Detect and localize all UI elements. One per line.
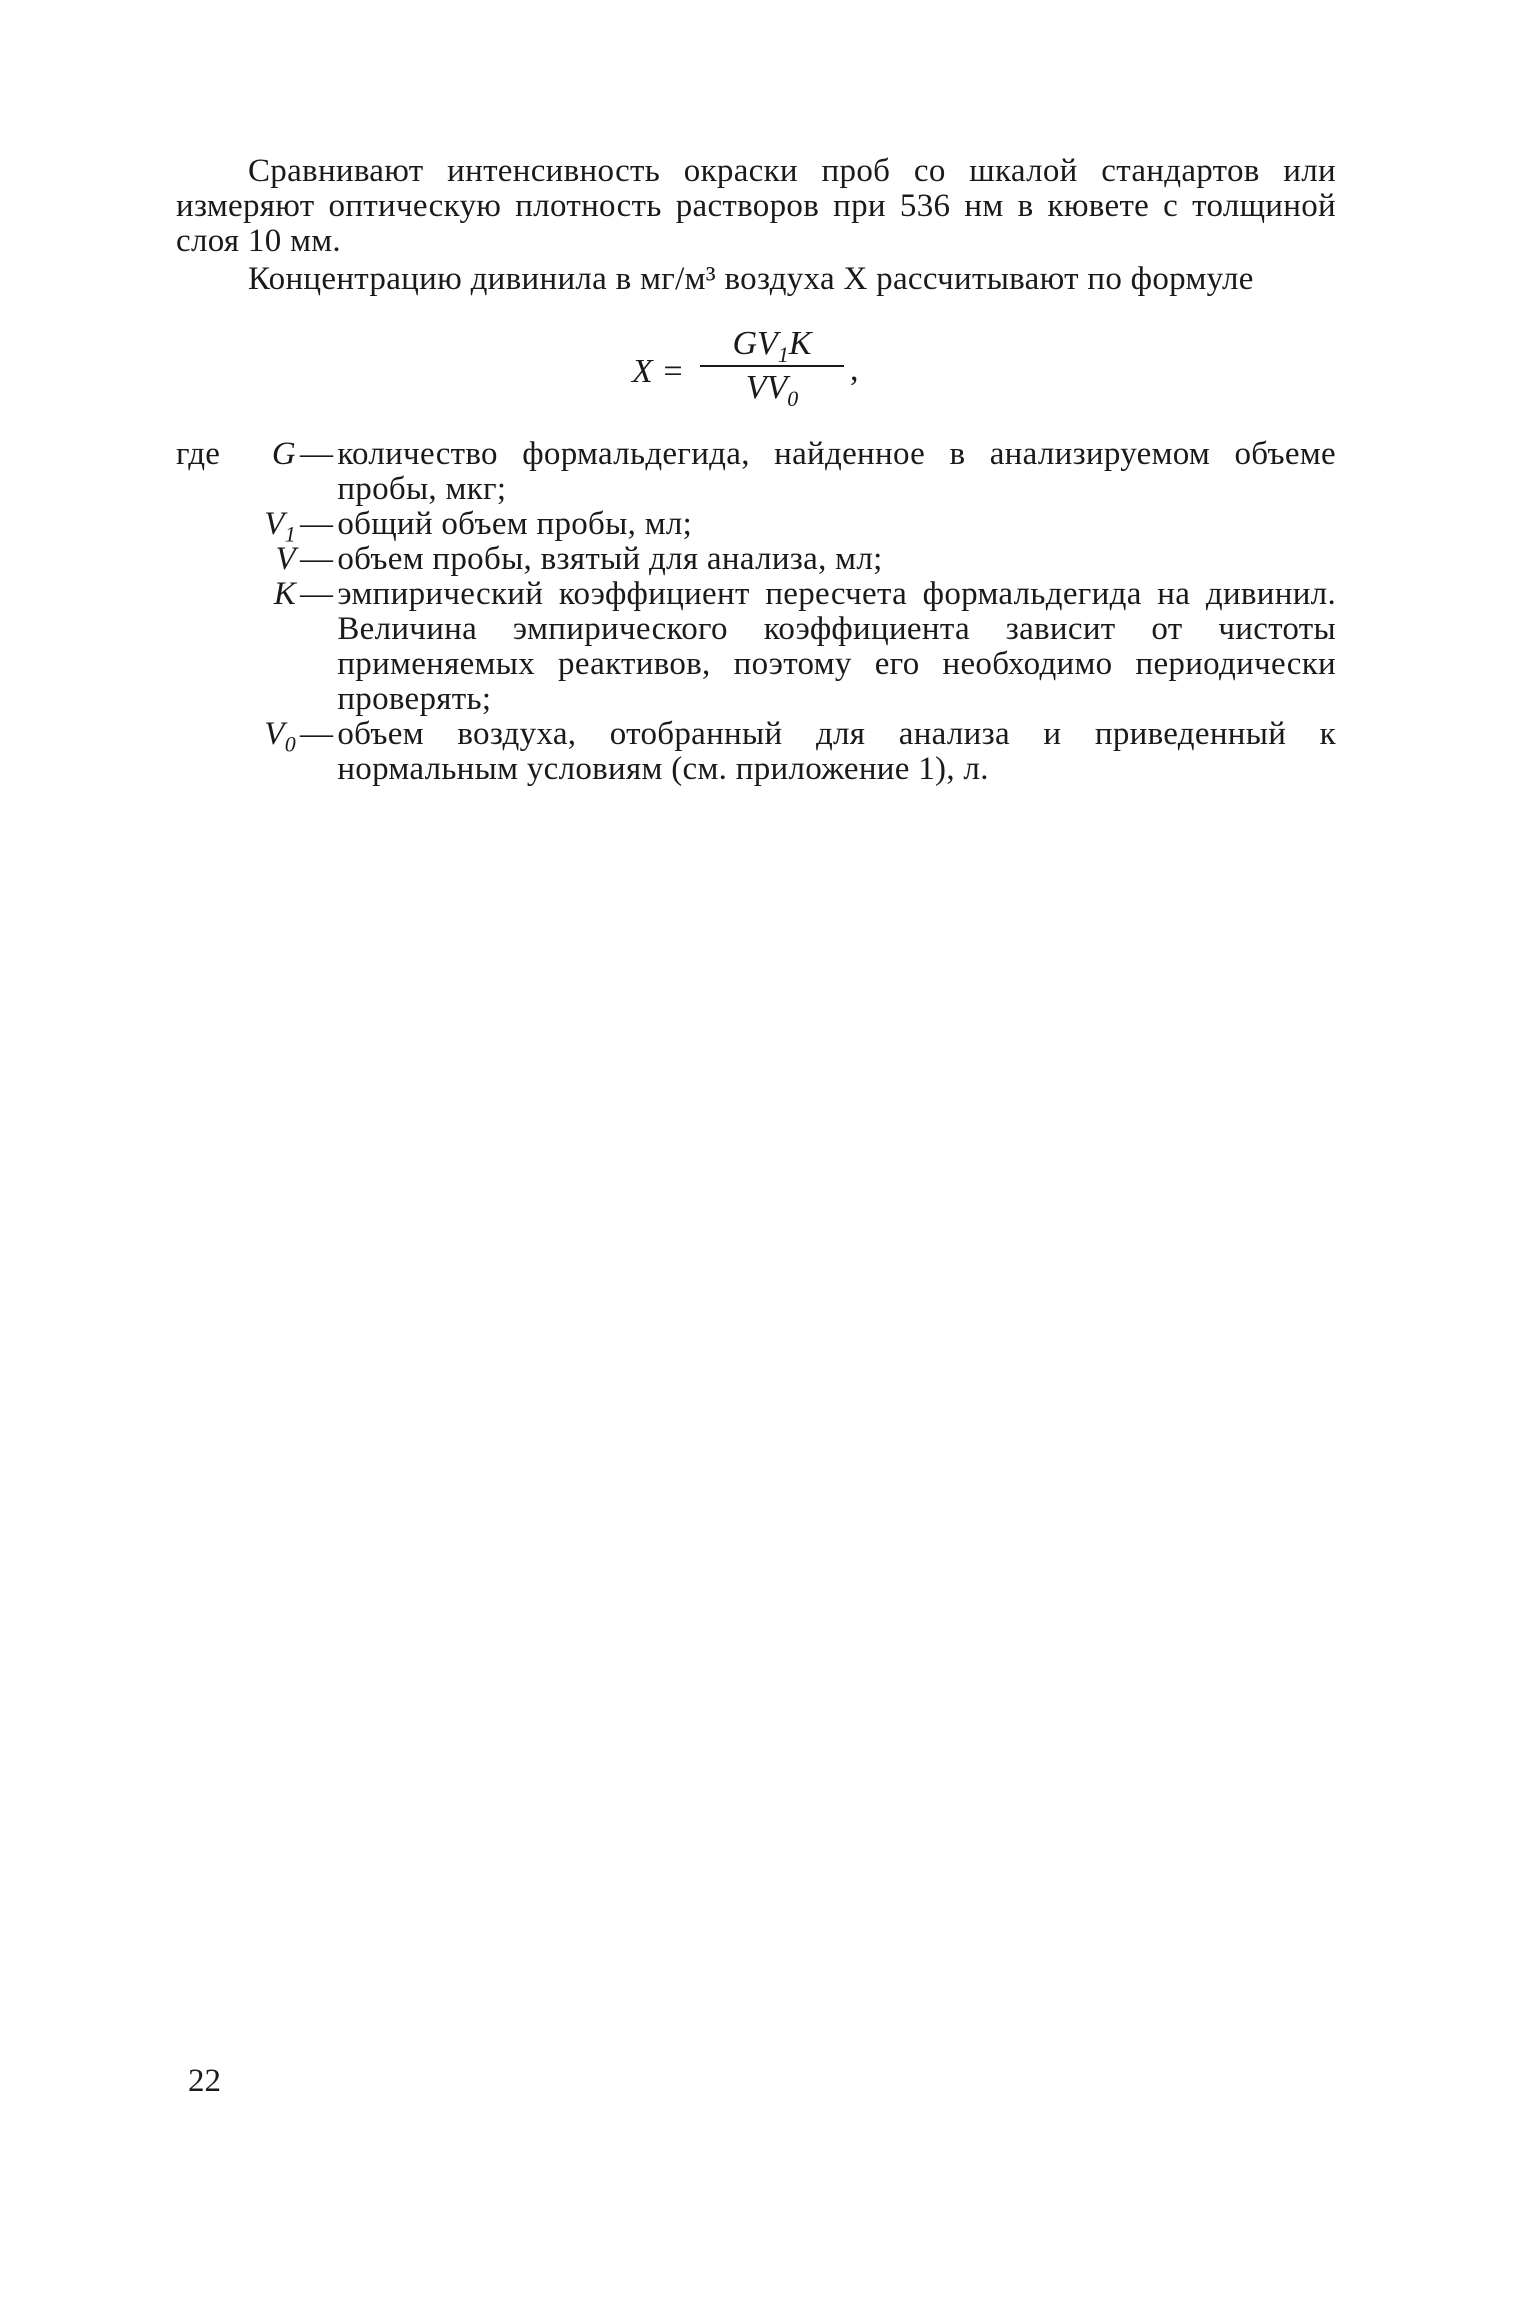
formula-denominator xyxy=(700,369,844,411)
definition-dash: — xyxy=(300,541,334,577)
definition-symbol xyxy=(224,577,296,612)
definition-dash: — xyxy=(300,506,334,542)
symbol-subscript: 0 xyxy=(284,731,296,757)
definition-row xyxy=(176,577,1336,717)
definition-row xyxy=(176,717,1336,787)
definition-text: объем воздуха, отобранный для анализа и приведенный к нормальным условиям (см. приложение 1), л. xyxy=(337,716,1336,787)
definition-text: объем пробы, взятый для анализа, мл; xyxy=(337,541,883,577)
formula-num-v: V xyxy=(757,325,778,362)
formula-den-v2: V xyxy=(766,369,788,406)
definition-symbol xyxy=(224,716,296,757)
definition-text: эмпирический коэффициент пересчета формальдегида на дивинил. Величина эмпирического коэффициента зависит от чистоты применяемых реактивов, поэтому его необходимо периодически проверять; xyxy=(337,576,1336,717)
paragraph-comparison xyxy=(176,154,1336,259)
definition-symbol xyxy=(224,437,296,472)
symbol-letter: V xyxy=(264,716,285,752)
formula-fraction xyxy=(700,325,844,411)
definition-symbol xyxy=(224,542,296,577)
page-number: 22 xyxy=(188,2063,221,2099)
paragraph-concentration xyxy=(176,262,1336,297)
definition-dash: — xyxy=(300,436,334,472)
symbol-letter: G xyxy=(271,436,296,472)
formula-lhs: X = xyxy=(632,353,685,390)
formula-numerator xyxy=(700,325,844,367)
concentration-formula xyxy=(632,325,892,415)
definition-text: общий объем пробы, мл; xyxy=(337,506,693,542)
symbol-subscript: 1 xyxy=(284,521,296,547)
paragraph-text: Сравнивают интенсивность окраски проб со шкалой стандартов или измеряют оптическую плотность растворов при 536 нм в кювете с толщиной слоя 10 мм. xyxy=(176,153,1336,259)
formula-comma: , xyxy=(850,351,859,388)
fraction-bar xyxy=(700,365,844,367)
formula-den-sub: 0 xyxy=(787,385,799,411)
formula-num-sub: 1 xyxy=(777,341,789,367)
paragraph-text: Концентрацию дивинила в мг/м³ воздуха X рассчитывают по формуле xyxy=(248,261,1254,297)
definition-text: количество формальдегида, найденное в анализируемом объеме пробы, мкг; xyxy=(337,436,1336,507)
definition-row xyxy=(176,506,1336,547)
symbol-letter: V xyxy=(264,506,285,542)
definition-row xyxy=(176,542,1336,577)
definitions-intro: где xyxy=(176,436,221,472)
definition-dash: — xyxy=(300,716,334,752)
formula-num-g: G xyxy=(732,325,758,362)
definition-row xyxy=(176,437,1336,507)
formula-num-k: K xyxy=(788,325,812,362)
formula-den-v: V xyxy=(745,369,767,406)
definition-dash: — xyxy=(300,576,334,612)
symbol-letter: K xyxy=(273,576,296,612)
variable-definitions xyxy=(176,437,1336,787)
definition-symbol xyxy=(224,506,296,547)
symbol-letter: V xyxy=(275,541,296,577)
